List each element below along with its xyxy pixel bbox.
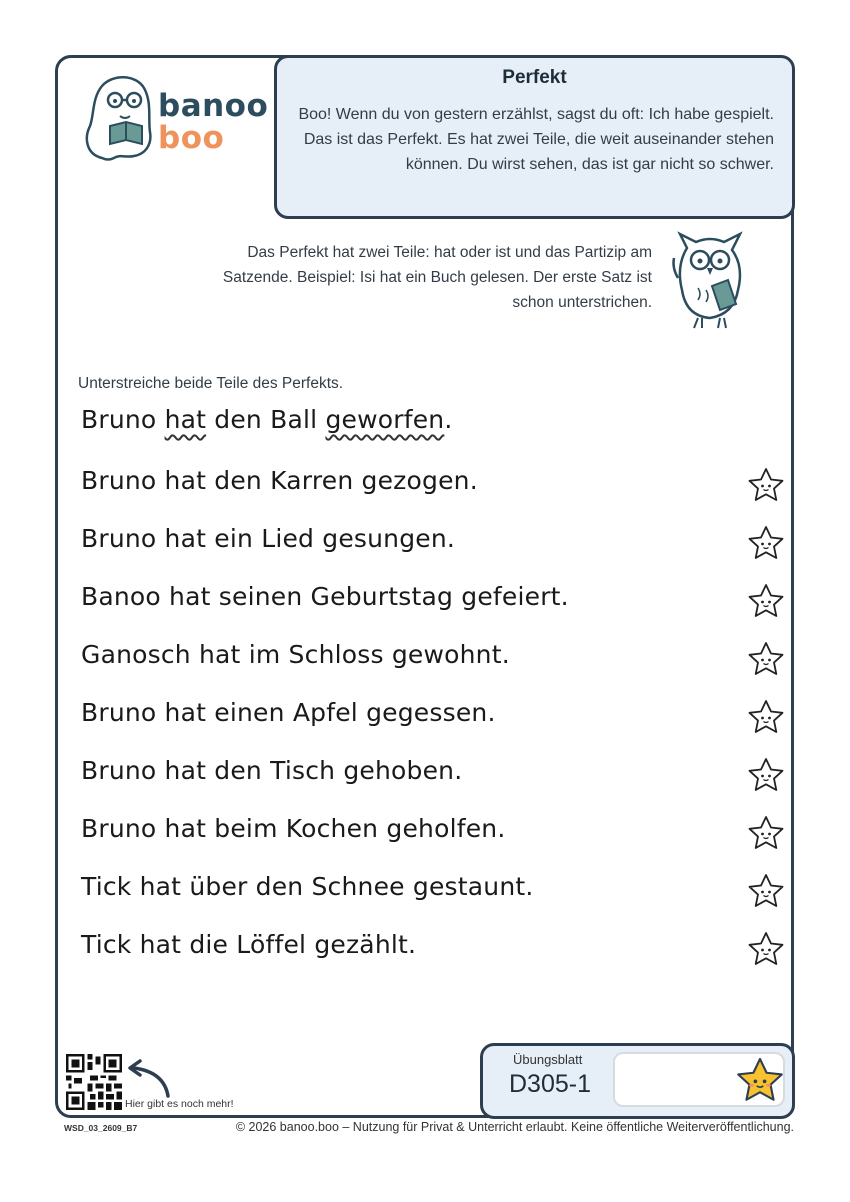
exercise-sentence: Bruno hat ein Lied gesungen. (81, 524, 456, 553)
exercise-sentence: Bruno hat beim Kochen geholfen. (81, 814, 506, 843)
star-face-icon[interactable] (747, 931, 785, 967)
example-word: den Ball (206, 405, 326, 434)
star-face-icon[interactable] (747, 699, 785, 735)
owl-icon (662, 228, 757, 333)
exercise-sentence: Bruno hat einen Apfel gegessen. (81, 698, 496, 727)
exercise-sentence: Bruno hat den Tisch gehoben. (81, 756, 463, 785)
intro-box (274, 55, 795, 219)
worksheet-code: D305-1 (509, 1070, 591, 1098)
logo-word-boo: boo (158, 120, 225, 156)
star-face-icon[interactable] (747, 757, 785, 793)
logo-word-banoo: banoo (158, 88, 269, 124)
worksheet-id-box (480, 1043, 795, 1119)
example-sentence (81, 405, 453, 434)
exercise-sentence: Banoo hat seinen Geburtstag gefeiert. (81, 582, 569, 611)
score-field[interactable] (613, 1052, 785, 1107)
star-face-icon[interactable] (747, 583, 785, 619)
exercise-sentence: Ganosch hat im Schloss gewohnt. (81, 640, 510, 669)
intro-text: Boo! Wenn du von gestern erzählst, sagst du oft: Ich habe gespielt. Das ist das Perfekt. Es hat zwei Teile, die weit auseinander stehen können. Du wirst sehen, das ist gar nicht so schwer. (298, 106, 774, 173)
qr-code[interactable] (66, 1054, 122, 1110)
gold-star-icon (735, 1056, 785, 1104)
banoo-boo-logo (80, 68, 270, 168)
curved-arrow-icon (124, 1058, 174, 1100)
star-face-icon[interactable] (747, 815, 785, 851)
qr-caption: Hier gibt es noch mehr! (125, 1098, 234, 1110)
example-word: Bruno (81, 405, 165, 434)
ghost-reading-icon (80, 68, 158, 168)
exercise-sentence: Tick hat die Löffel gezählt. (81, 930, 417, 959)
exercise-sentence: Tick hat über den Schnee gestaunt. (81, 872, 534, 901)
star-face-icon[interactable] (747, 525, 785, 561)
star-face-icon[interactable] (747, 873, 785, 909)
worksheet-title: Perfekt (502, 67, 567, 88)
example-word: . (444, 405, 453, 434)
hint-text: Das Perfekt hat zwei Teile: hat oder ist und das Partizip am Satzende. Beispiel: Isi hat ein Buch gelesen. Der erste Satz ist schon unterstrichen. (222, 244, 652, 311)
document-code: WSD_03_2609_B7 (64, 1123, 138, 1133)
star-face-icon[interactable] (747, 467, 785, 503)
exercise-sentence: Bruno hat den Karren gezogen. (81, 466, 478, 495)
star-face-icon[interactable] (747, 641, 785, 677)
participle-underlined: geworfen (325, 405, 445, 434)
task-instruction: Unterstreiche beide Teile des Perfekts. (78, 375, 344, 392)
auxiliary-underlined: hat (164, 405, 207, 434)
footer-copyright: © 2026 banoo.boo – Nutzung für Privat & Unterricht erlaubt. Keine öffentliche Weiterveröffentlichung. (235, 1120, 794, 1134)
worksheet-label: Übungsblatt (513, 1052, 583, 1067)
